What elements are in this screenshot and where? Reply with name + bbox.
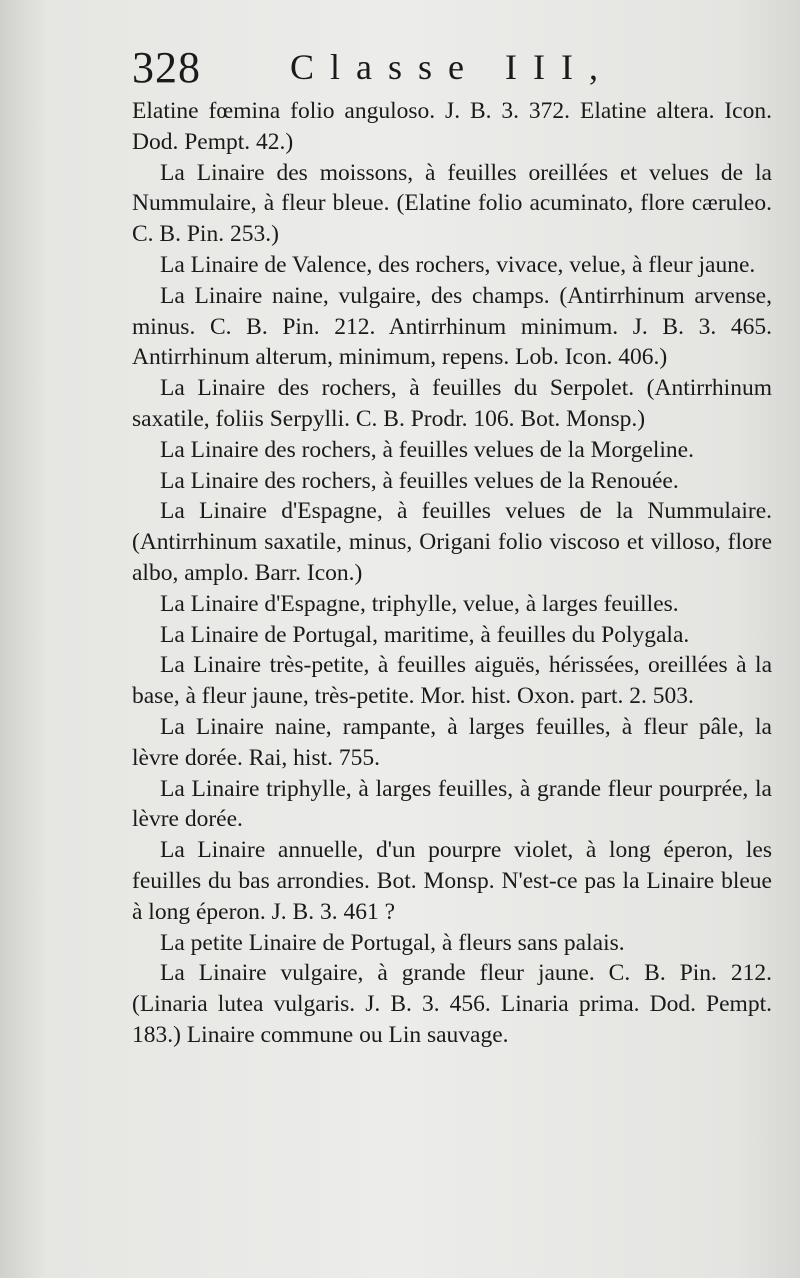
paragraph: La Linaire très-petite, à feuilles aiguës, hérissées, oreillées à la base, à fleur jaune, très-petite. Mor. hist. Oxon. part. 2. 503.	[132, 652, 772, 710]
page-header	[132, 42, 772, 98]
paragraph: La Linaire des rochers, à feuilles du Serpolet. (Antirrhinum saxatile, foliis Serpylli. C. B. Prodr. 106. Bot. Monsp.)	[132, 375, 772, 432]
paragraph: La Linaire d'Espagne, triphylle, velue, à larges feuilles.	[160, 590, 679, 617]
running-title: Classe III,	[290, 47, 614, 87]
body-text	[132, 96, 772, 1051]
paragraph: La Linaire des rochers, à feuilles velues de la Morgeline.	[160, 436, 694, 463]
paragraph: La Linaire annuelle, d'un pourpre violet, à long éperon, les feuilles du bas arrondies. Bot. Monsp. N'est-ce pas la Linaire bleue à long éperon. J. B. 3. 461 ?	[132, 837, 772, 925]
paragraph: La Linaire triphylle, à larges feuilles, à grande fleur pourprée, la lèvre dorée.	[132, 775, 772, 833]
paragraph: La Linaire d'Espagne, à feuilles velues de la Nummulaire. (Antirrhinum saxatile, minus, Origani folio viscoso et villoso, flore albo, amplo. Barr. Icon.)	[132, 498, 772, 586]
paragraph: La Linaire de Valence, des rochers, vivace, velue, à fleur jaune.	[160, 251, 756, 278]
paragraph: La Linaire vulgaire, à grande fleur jaune. C. B. Pin. 212. (Linaria lutea vulgaris. J. B. 3. 456. Linaria prima. Dod. Pempt. 183.) Linaire commune ou Lin sauvage.	[132, 960, 772, 1048]
paragraph: La Linaire de Portugal, maritime, à feuilles du Polygala.	[160, 621, 690, 648]
paragraph: La Linaire naine, rampante, à larges feuilles, à fleur pâle, la lèvre dorée. Rai, hist. 755.	[132, 713, 772, 771]
paragraph: La petite Linaire de Portugal, à fleurs sans palais.	[160, 929, 625, 956]
page-number: 328	[132, 43, 201, 92]
paragraph: Elatine fœmina folio anguloso. J. B. 3. 372. Elatine altera. Icon. Dod. Pempt. 42.)	[132, 98, 772, 155]
paragraph: La Linaire naine, vulgaire, des champs. (Antirrhinum arvense, minus. C. B. Pin. 212. Antirrhinum minimum. J. B. 3. 465. Antirrhinum alterum, minimum, repens. Lob. Icon. 406.)	[132, 282, 772, 371]
paragraph: La Linaire des rochers, à feuilles velues de la Renouée.	[160, 467, 679, 494]
paragraph: La Linaire des moissons, à feuilles oreillées et velues de la Nummulaire, à fleur bleue. (Elatine folio acuminato, flore cæruleo. C. B. Pin. 253.)	[132, 159, 772, 248]
